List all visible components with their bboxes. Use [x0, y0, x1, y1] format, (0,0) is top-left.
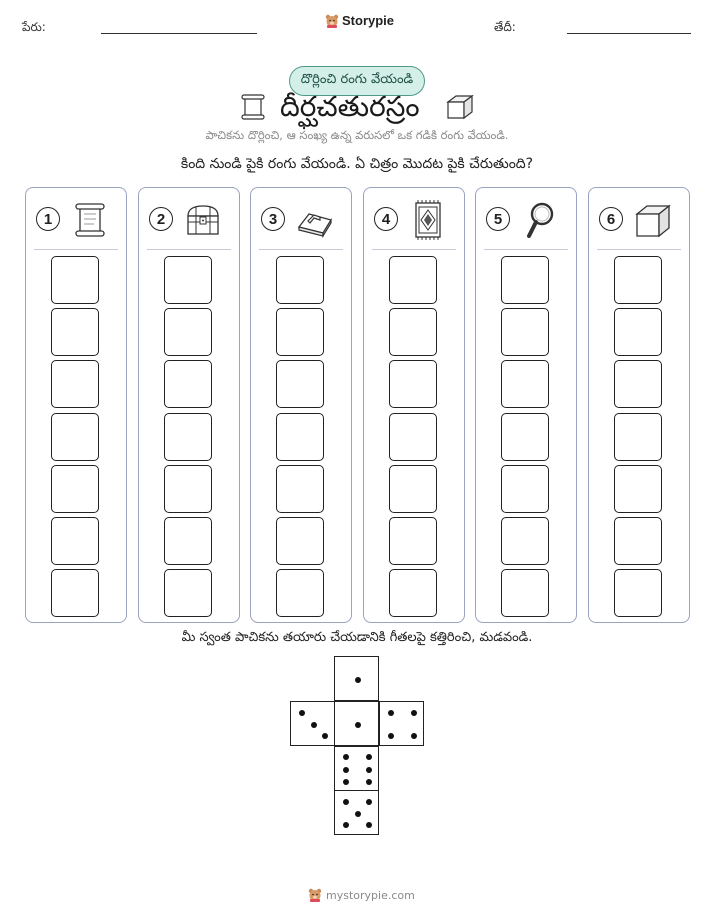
- color-box[interactable]: [51, 465, 99, 513]
- die-pip: [366, 779, 372, 785]
- die-pip: [411, 710, 417, 716]
- subtitle: పాచికను దొర్లించి, ఆ సంఖ్య ఉన్న వరుసలో ఒక గడికి రంగు వేయండి.: [205, 128, 509, 142]
- cube-icon: [444, 92, 476, 122]
- column-5: [475, 187, 577, 623]
- scroll-icon: [70, 200, 110, 240]
- color-box[interactable]: [164, 465, 212, 513]
- color-box[interactable]: [389, 465, 437, 513]
- color-box[interactable]: [389, 256, 437, 304]
- column-2: [138, 187, 240, 623]
- color-box[interactable]: [501, 413, 549, 461]
- die-face: [334, 790, 379, 835]
- die-pip: [322, 733, 328, 739]
- color-box[interactable]: [501, 517, 549, 565]
- die-pip: [366, 767, 372, 773]
- die-pip: [388, 710, 394, 716]
- column-header: [251, 188, 351, 250]
- column-number: 2: [149, 207, 173, 231]
- column-divider: [147, 249, 231, 250]
- magnifying-glass-icon: [520, 200, 560, 240]
- color-box[interactable]: [276, 465, 324, 513]
- color-box[interactable]: [501, 256, 549, 304]
- die-pip: [388, 733, 394, 739]
- column-number: 3: [261, 207, 285, 231]
- bear-icon: [325, 14, 339, 28]
- column-number: 1: [36, 207, 60, 231]
- color-box[interactable]: [51, 360, 99, 408]
- color-box[interactable]: [51, 256, 99, 304]
- color-box[interactable]: [614, 569, 662, 617]
- cutout-instruction: మీ స్వంత పాచికను తయారు చేయడానికి గీతలపై కత్తిరించి, మడవండి.: [181, 630, 533, 645]
- die-pip: [343, 779, 349, 785]
- color-box[interactable]: [614, 465, 662, 513]
- color-box[interactable]: [164, 569, 212, 617]
- color-box[interactable]: [276, 360, 324, 408]
- brand-logo: [325, 13, 394, 28]
- color-box[interactable]: [164, 360, 212, 408]
- color-box[interactable]: [164, 256, 212, 304]
- color-box[interactable]: [276, 308, 324, 356]
- die-pip: [366, 754, 372, 760]
- column-header: [26, 188, 126, 250]
- footer-url[interactable]: mystorypie.com: [326, 888, 415, 902]
- activity-tag: దొర్లించి రంగు వేయండి: [289, 66, 425, 96]
- footer: [308, 888, 415, 902]
- die-pip: [355, 677, 361, 683]
- color-box[interactable]: [164, 517, 212, 565]
- die-face: [379, 701, 424, 746]
- column-4: [363, 187, 465, 623]
- color-box[interactable]: [51, 413, 99, 461]
- color-box[interactable]: [389, 517, 437, 565]
- color-box[interactable]: [51, 517, 99, 565]
- die-pip: [343, 754, 349, 760]
- color-box[interactable]: [164, 308, 212, 356]
- scroll-icon: [240, 93, 266, 121]
- column-1: [25, 187, 127, 623]
- column-6: [588, 187, 690, 623]
- column-divider: [597, 249, 681, 250]
- die-pip: [299, 710, 305, 716]
- color-box[interactable]: [501, 308, 549, 356]
- bear-icon: [308, 888, 322, 902]
- color-box[interactable]: [614, 413, 662, 461]
- date-line[interactable]: [567, 33, 691, 34]
- column-number: 4: [374, 207, 398, 231]
- color-box[interactable]: [51, 569, 99, 617]
- die-face: [290, 701, 335, 746]
- column-number: 6: [599, 207, 623, 231]
- die-pip: [411, 733, 417, 739]
- color-box[interactable]: [389, 413, 437, 461]
- die-pip: [355, 722, 361, 728]
- column-header: [139, 188, 239, 250]
- column-header: [364, 188, 464, 250]
- die-face: [334, 746, 379, 791]
- color-box[interactable]: [51, 308, 99, 356]
- color-box[interactable]: [389, 308, 437, 356]
- column-divider: [34, 249, 118, 250]
- column-divider: [372, 249, 456, 250]
- column-3: [250, 187, 352, 623]
- instruction: కింది నుండి పైకి రంగు వేయండి. ఏ చిత్రం మొదట పైకి చేరుతుంది?: [180, 156, 534, 172]
- color-box[interactable]: [614, 517, 662, 565]
- column-divider: [259, 249, 343, 250]
- cube-icon: [633, 200, 673, 240]
- color-box[interactable]: [614, 360, 662, 408]
- color-box[interactable]: [614, 308, 662, 356]
- rug-icon: [408, 200, 448, 240]
- column-divider: [484, 249, 568, 250]
- column-number: 5: [486, 207, 510, 231]
- color-box[interactable]: [389, 360, 437, 408]
- treasure-chest-icon: [183, 200, 223, 240]
- color-box[interactable]: [276, 569, 324, 617]
- color-box[interactable]: [614, 256, 662, 304]
- brand-name: Storypie: [342, 13, 395, 28]
- color-box[interactable]: [501, 360, 549, 408]
- color-box[interactable]: [276, 517, 324, 565]
- die-face: [334, 701, 379, 746]
- die-pip: [311, 722, 317, 728]
- page-title: దీర్ఘచతురస్రం: [280, 90, 420, 123]
- color-box[interactable]: [164, 413, 212, 461]
- color-box[interactable]: [389, 569, 437, 617]
- date-label: తేదీ:: [494, 20, 516, 34]
- name-label: పేరు:: [22, 20, 46, 34]
- die-face: [334, 656, 379, 701]
- color-box[interactable]: [501, 465, 549, 513]
- color-box[interactable]: [276, 413, 324, 461]
- die-pip: [343, 767, 349, 773]
- stapler-icon: [295, 200, 335, 240]
- name-line[interactable]: [101, 33, 257, 34]
- color-box[interactable]: [276, 256, 324, 304]
- column-header: [589, 188, 689, 250]
- die-pip: [355, 811, 361, 817]
- die-pip: [366, 799, 372, 805]
- die-pip: [343, 822, 349, 828]
- column-header: [476, 188, 576, 250]
- die-pip: [366, 822, 372, 828]
- die-pip: [343, 799, 349, 805]
- color-box[interactable]: [501, 569, 549, 617]
